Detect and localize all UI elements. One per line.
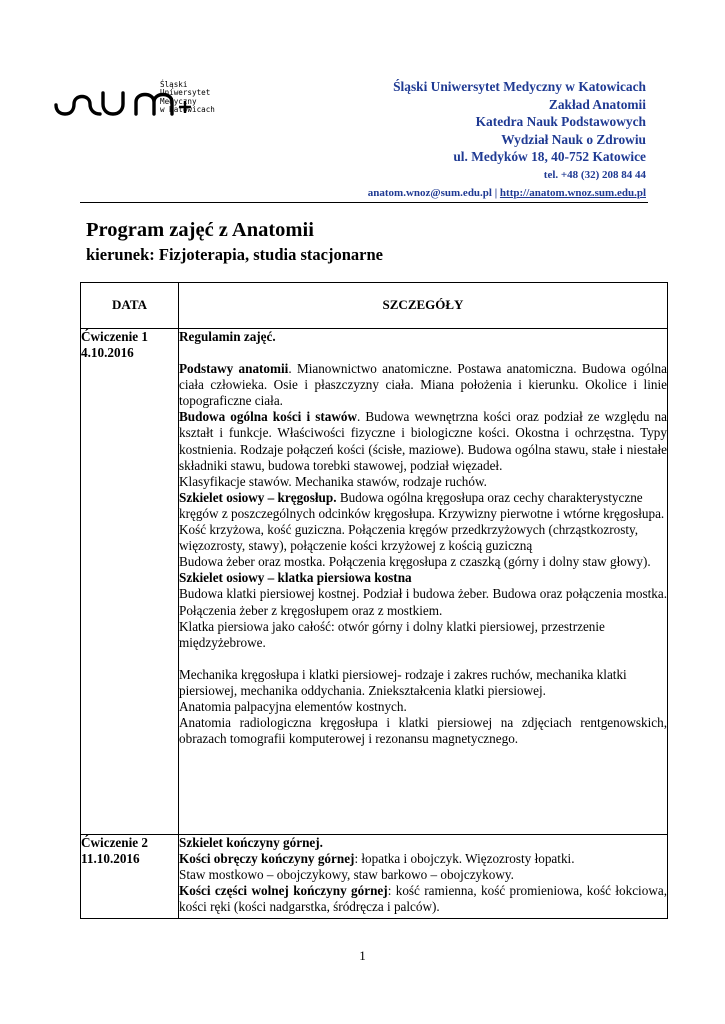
- email-website-line: [246, 184, 646, 202]
- section-heading: Podstawy anatomii: [179, 361, 289, 377]
- header-divider: [80, 202, 648, 203]
- table-header-row: [81, 283, 668, 329]
- university-name: Śląski Uniwersytet Medyczny w Katowicach: [393, 79, 646, 94]
- details-cell: [179, 329, 668, 835]
- paragraph: Anatomia radiologiczna kręgosłupa i klatki piersiowej na zdjęciach rentgenowskich, obrazach tomografii komputerowej i rezonansu magnetycznego.: [179, 715, 667, 747]
- page-title: Program zajęć z Anatomii: [86, 219, 314, 241]
- paragraph-text: : kość ramienna, kość promieniowa, kość łokciowa, kości ręki (kości nadgarstka, śródręcza i palców).: [179, 883, 667, 915]
- column-header-details: SZCZEGÓŁY: [179, 283, 668, 329]
- logo-line: Uniwersytet: [160, 88, 211, 98]
- faculty-name: Wydział Nauk o Zdrowiu: [501, 131, 646, 147]
- section-heading: Budowa ogólna kości i stawów: [179, 409, 357, 425]
- exercise-label: Ćwiczenie 2: [81, 835, 149, 850]
- section-heading: Kości części wolnej kończyny górnej: [179, 883, 388, 899]
- paragraph: Klatka piersiowa jako całość: otwór górny i dolny klatki piersiowej, przestrzenie międzyżebrowe.: [179, 618, 605, 650]
- table-row: [81, 329, 668, 835]
- paragraph: [179, 851, 667, 867]
- paragraph: [179, 883, 667, 915]
- paragraph: Staw mostkowo – obojczykowy, staw barkowo – obojczykowy.: [179, 867, 514, 883]
- logo-line: Medyczny: [160, 96, 197, 106]
- department-name: Zakład Anatomii: [548, 96, 646, 112]
- program-table: [80, 282, 668, 919]
- logo-line: Śląski: [160, 80, 188, 89]
- paragraph-text: Budowa ogólna kręgosłupa oraz cechy charakterystyczne kręgów z poszczególnych odcinków kręgosłupa. Krzywizny pierwotne i wtórne kręgosłupa. Kość krzyżowa, kość guziczna. Połączenia kręgów przedkrzyżowych (chrząstkozrosty, więzozrosty, stawy), połączenie kości krzyżowej z kością guziczną: [179, 489, 665, 554]
- paragraph: Budowa klatki piersiowej kostnej. Podział i budowa żeber. Budowa oraz połączenia mostka. Połączenia żeber z kręgosłupem oraz z mostkiem.: [179, 586, 667, 618]
- email: anatom.wnoz@sum.edu.pl: [367, 186, 492, 199]
- phone: tel. +48 (32) 208 84 44: [543, 168, 646, 181]
- paragraph-text: . Budowa wewnętrzna kości oraz podział ze względu na kształt i funkcje. Właściwości fizyczne i biologiczne kości. Okostna i ochrzęstna. Typy kostnienia. Rodzaje połączeń kości (ścisłe, maziowe). Budowa ogólna stawu, stałe i niestałe składniki stawu, budowa torebki stawowej, podział więzadeł.: [179, 409, 667, 473]
- exercise-date: 4.10.2016: [81, 345, 134, 361]
- details-cell: [179, 835, 668, 919]
- paragraph: Klasyfikacje stawów. Mechanika stawów, rodzaje ruchów.: [179, 473, 487, 489]
- website-link[interactable]: http://anatom.wnoz.sum.edu.pl: [499, 186, 646, 199]
- separator: |: [491, 186, 500, 199]
- section-heading: Szkielet kończyny górnej.: [179, 835, 323, 850]
- column-header-date: DATA: [81, 283, 179, 329]
- page-number: 1: [359, 948, 366, 963]
- chair-name: Katedra Nauk Podstawowych: [475, 114, 646, 129]
- date-cell: [81, 835, 179, 919]
- paragraph: Mechanika kręgosłupa i klatki piersiowej- rodzaje i zakres ruchów, mechanika klatki piersiowej, mechanika oddychania. Zniekształcenia klatki piersiowej.: [179, 666, 627, 698]
- paragraph: [179, 361, 667, 409]
- paragraph: [179, 490, 667, 554]
- exercise-date: 11.10.2016: [81, 851, 140, 867]
- logo-line: w Katowicach: [160, 105, 215, 115]
- contact-block: [246, 78, 646, 202]
- date-cell: [81, 329, 179, 835]
- page-subtitle: kierunek: Fizjoterapia, studia stacjonarne: [86, 245, 383, 264]
- address: ul. Medyków 18, 40-752 Katowice: [453, 149, 646, 164]
- logo-text: [160, 81, 215, 115]
- paragraph: [179, 409, 667, 473]
- paragraph-text: : łopatka i obojczyk. Więzozrosty łopatki.: [354, 851, 575, 867]
- section-heading: Szkielet osiowy – klatka piersiowa kostna: [179, 570, 412, 586]
- exercise-label: Ćwiczenie 1: [81, 329, 149, 344]
- table-row: [81, 835, 668, 919]
- paragraph-text: . Mianownictwo anatomiczne. Postawa anatomiczna. Budowa ogólna ciała człowieka. Osie i płaszczyzny ciała. Miana położenia i kierunku. Okolice i linie topograficzne ciała.: [179, 361, 667, 409]
- paragraph: Anatomia palpacyjna elementów kostnych.: [179, 698, 407, 714]
- section-heading: Kości obręczy kończyny górnej: [179, 851, 355, 867]
- section-heading: Szkielet osiowy – kręgosłup.: [179, 489, 337, 505]
- paragraph: Budowa żeber oraz mostka. Połączenia kręgosłupa z czaszką (górny i dolny staw głowy).: [179, 554, 651, 570]
- section-heading: Regulamin zajęć.: [179, 329, 276, 344]
